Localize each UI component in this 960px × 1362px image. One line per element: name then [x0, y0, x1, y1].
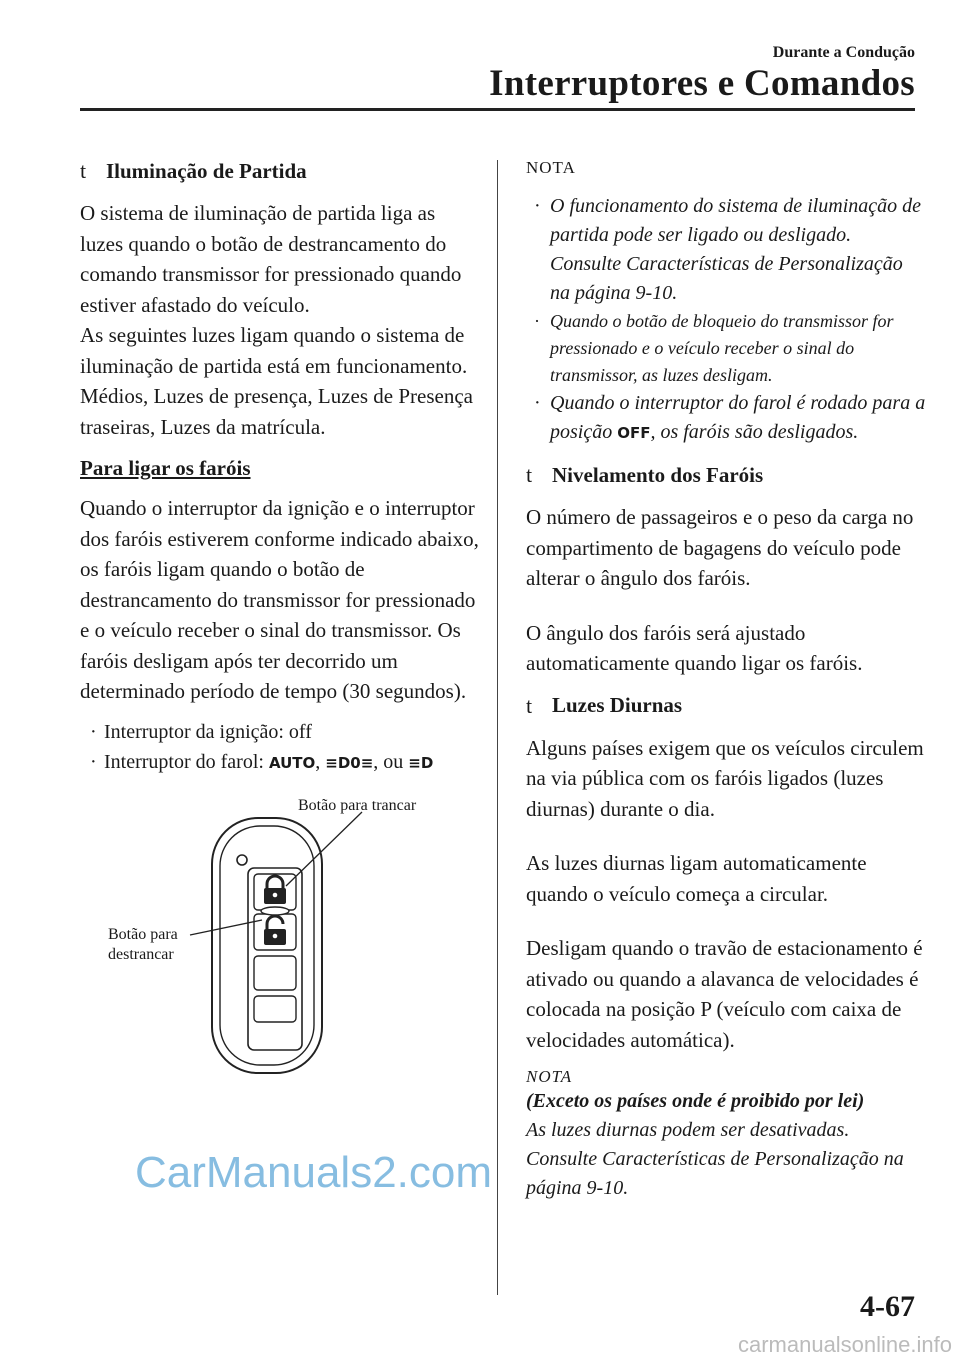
header-section: Durante a Condução	[772, 44, 915, 61]
paragraph: O ângulo dos faróis será ajustado automaticamente quando ligar os faróis.	[526, 620, 863, 675]
note-text: Consulte Características de Personalização na página 9-10.	[526, 1148, 904, 1199]
note-item: · O funcionamento do sistema de iluminação de partida pode ser ligado ou desligado. Consulte Características de Personalização na página 9-10.	[534, 195, 922, 304]
note-heading: NOTA	[526, 158, 576, 177]
list-item: · Interruptor da ignição: off	[90, 720, 312, 743]
paragraph: Desligam quando o travão de estacionamento é ativado ou quando a alavanca de velocidades é colocada na posição P (veículo com caixa de velocidades automática).	[526, 936, 923, 1052]
headlight-icon: ≡D	[408, 753, 434, 772]
paragraph: Quando o interruptor da ignição e o interruptor dos faróis estiverem conforme indicado abaixo, os faróis ligam quando o botão de destrancamento do transmissor for pressionado e o veículo receber o sinal do transmissor. Os faróis desligam após ter decorrido um determinado período de tempo (30 segundos).	[80, 496, 479, 703]
note-bold-line: (Exceto os países onde é proibido por lei)	[526, 1090, 865, 1112]
note-text: As luzes diurnas podem ser desativadas.	[526, 1119, 850, 1141]
lock-icon	[264, 876, 286, 904]
note-item: · Quando o interruptor do farol é rodado para a posição OFF, os faróis são desligados.	[534, 392, 926, 443]
lock-button-label: Botão para trancar	[298, 797, 417, 814]
section-heading-daytime-lights: t Luzes Diurnas	[526, 692, 683, 718]
section-heading-start-lighting: t Iluminação de Partida	[80, 158, 307, 183]
paragraph: As seguintes luzes ligam quando o sistema de iluminação de partida está em funcionamento.	[80, 323, 468, 378]
section-marker-icon: t	[526, 462, 533, 487]
page-number: 4-67	[860, 1290, 915, 1323]
unlock-button-label-line1: Botão para	[108, 926, 178, 943]
auto-switch-icon: AUTO	[268, 753, 316, 772]
right-column	[526, 158, 926, 1203]
header-rule	[80, 108, 915, 111]
list-item: · Interruptor do farol: AUTO, ≡D0≡, ou ≡D	[90, 750, 434, 773]
watermark: CarManuals2.com	[135, 1148, 493, 1197]
column-divider	[497, 160, 498, 1295]
note-item: · Quando o botão de bloqueio do transmissor for pressionado e o veículo receber o sinal do transmissor, as luzes desligam.	[534, 311, 894, 385]
section-heading-headlight-leveling: t Nivelamento dos Faróis	[526, 462, 764, 487]
paragraph: O sistema de iluminação de partida liga as luzes quando o botão de destrancamento do comando transmissor for pressionado quando estiver afastado do veículo.	[80, 201, 462, 317]
page-title: Interruptores e Comandos	[489, 63, 915, 104]
subheading-turn-on-headlights: Para ligar os faróis	[80, 456, 251, 480]
unlock-button-label-line2: destrancar	[108, 946, 174, 963]
parking-light-icon: ≡D0≡	[325, 753, 374, 772]
section-marker-icon: t	[80, 158, 87, 183]
paragraph: Médios, Luzes de presença, Luzes de Presença traseiras, Luzes da matrícula.	[80, 384, 474, 439]
paragraph: As luzes diurnas ligam automaticamente quando o veículo começa a circular.	[526, 851, 867, 906]
paragraph: Alguns países exigem que os veículos circulem na via pública com os faróis ligados (luzes diurnas) durante o dia.	[526, 735, 924, 821]
paragraph: O número de passageiros e o peso da carga no compartimento de bagagens do veículo pode alterar o ângulo dos faróis.	[526, 505, 914, 590]
off-switch-icon: OFF	[617, 424, 651, 442]
note-heading: NOTA	[526, 1067, 573, 1086]
section-marker-icon: t	[526, 692, 533, 718]
left-column	[80, 158, 480, 778]
unlock-icon	[264, 916, 286, 945]
watermark-footer: carmanualsonline.info	[737, 1332, 952, 1357]
